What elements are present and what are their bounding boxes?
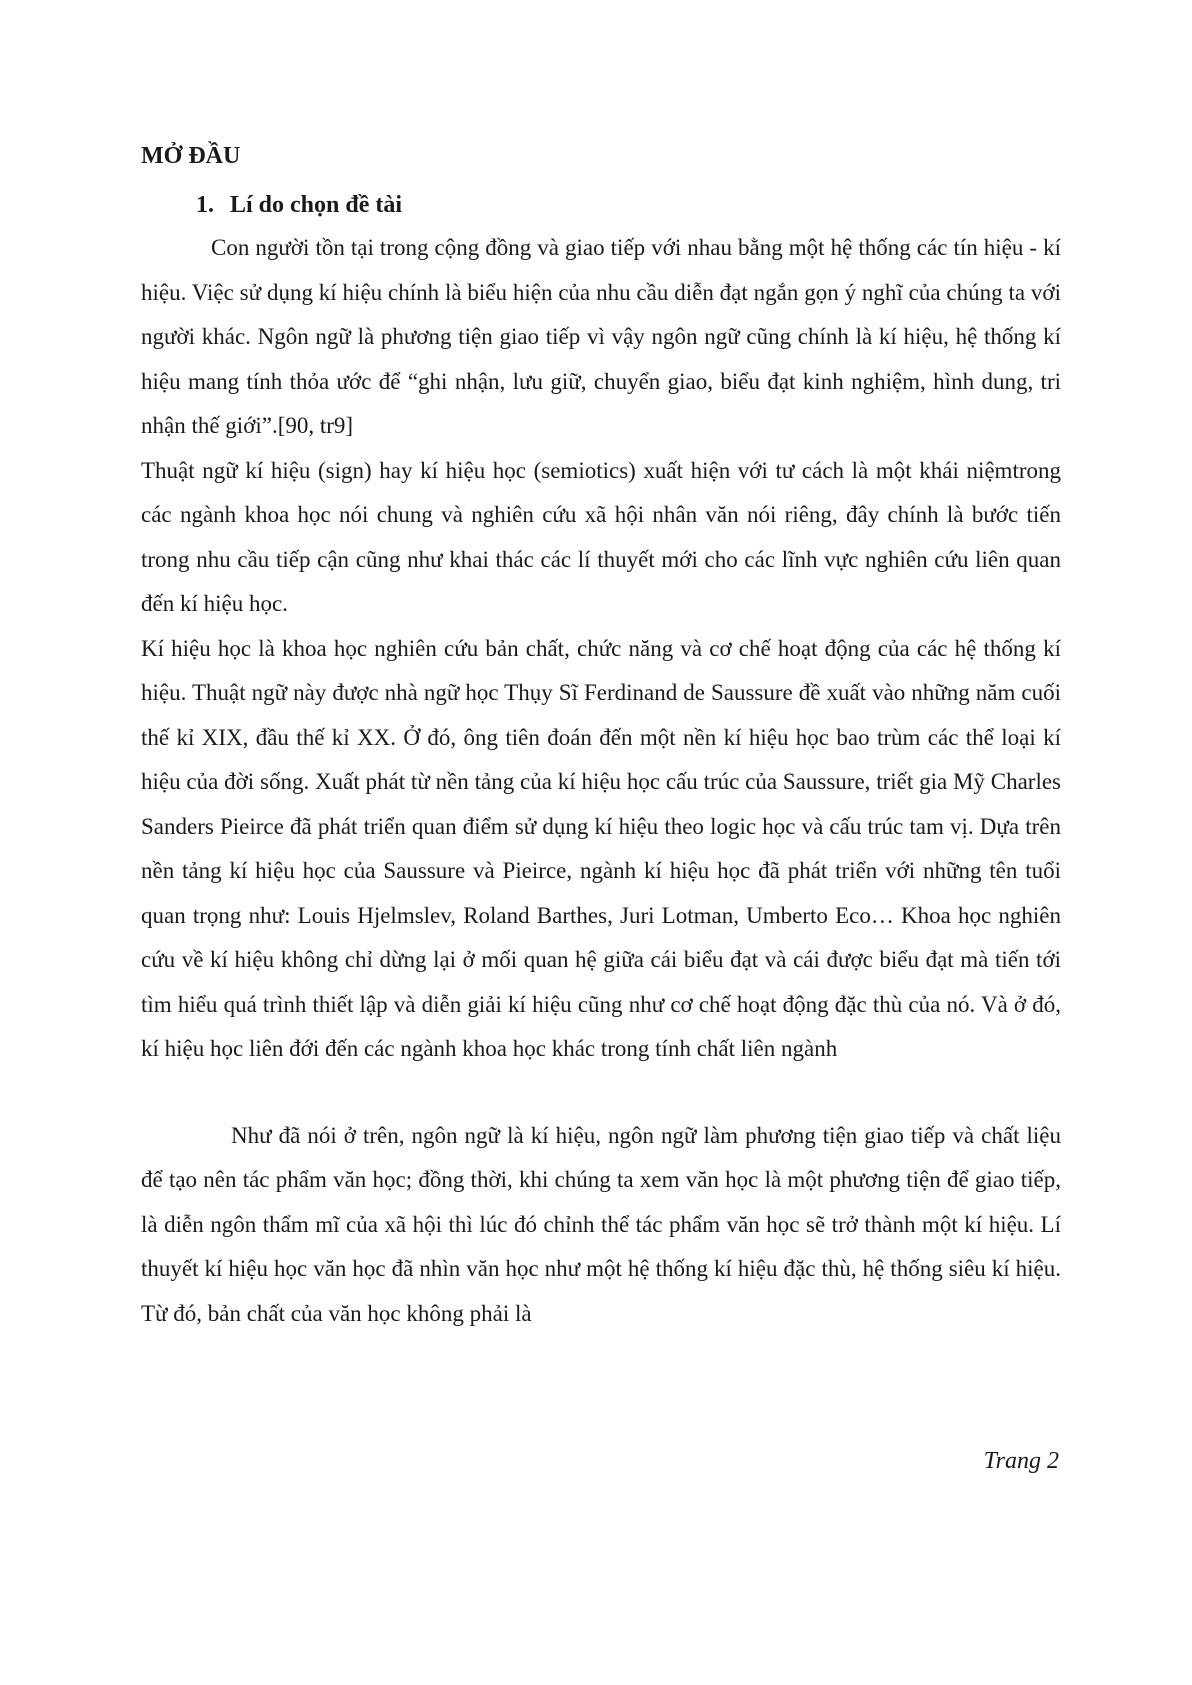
page-number: Trang 2 — [983, 1448, 1059, 1474]
page-content — [141, 138, 1061, 1336]
paragraph-gap — [141, 1072, 1061, 1114]
chapter-heading: MỞ ĐẦU — [141, 143, 241, 169]
paragraph-2: Thuật ngữ kí hiệu (sign) hay kí hiệu học (semiotics) xuất hiện với tư cách là một khái niệmtrong các ngành khoa học nói chung và nghiên cứu xã hội nhân văn nói riêng, đây chính là bước tiến trong nhu cầu tiếp cận cũng như khai thác các lí thuyết mới cho các lĩnh vực nghiên cứu liên quan đến kí hiệu học. — [141, 457, 1061, 616]
paragraph-3: Kí hiệu học là khoa học nghiên cứu bản chất, chức năng và cơ chế hoạt động của các hệ thống kí hiệu. Thuật ngữ này được nhà ngữ học Thụy Sĩ Ferdinand de Saussure đề xuất vào những năm cuối thế kỉ XIX, đầu thế kỉ XX. Ở đó, ông tiên đoán đến một nền kí hiệu học bao trùm các thể loại kí hiệu của đời sống. Xuất phát từ nền tảng của kí hiệu học cấu trúc của Saussure, triết gia Mỹ Charles Sanders Pieirce đã phát triển quan điểm sử dụng kí hiệu theo logic học và cấu trúc tam vị. Dựa trên nền tảng kí hiệu học của Saussure và Pieirce, ngành kí hiệu học đã phát triển với những tên tuổi quan trọng như: Louis Hjelmslev, Roland Barthes, Juri Lotman, Umberto Eco… Khoa học nghiên cứu về kí hiệu không chỉ dừng lại ở mối quan hệ giữa cái biểu đạt và cái được biểu đạt mà tiến tới tìm hiểu quá trình thiết lập và diễn giải kí hiệu cũng như cơ chế hoạt động đặc thù của nó. Và ở đó, kí hiệu học liên đới đến các ngành khoa học khác trong tính chất liên ngành — [141, 635, 1061, 1061]
section-title: Lí do chọn đề tài — [230, 192, 403, 218]
paragraph-4: Như đã nói ở trên, ngôn ngữ là kí hiệu, ngôn ngữ làm phương tiện giao tiếp và chất liệu để tạo nên tác phẩm văn học; đồng thời, khi chúng ta xem văn học là một phương tiện để giao tiếp, là diễn ngôn thẩm mĩ của xã hội thì lúc đó chỉnh thể tác phẩm văn học sẽ trở thành một kí hiệu. Lí thuyết kí hiệu học văn học đã nhìn văn học như một hệ thống kí hiệu đặc thù, hệ thống siêu kí hiệu. Từ đó, bản chất của văn học không phải là — [141, 1122, 1061, 1326]
section-heading — [141, 184, 1061, 226]
paragraph-1: Con người tồn tại trong cộng đồng và giao tiếp với nhau bằng một hệ thống các tín hiệu - kí hiệu. Việc sử dụng kí hiệu chính là biểu hiện của nhu cầu diễn đạt ngắn gọn ý nghĩ của chúng ta với người khác. Ngôn ngữ là phương tiện giao tiếp vì vậy ngôn ngữ cũng chính là kí hiệu, hệ thống kí hiệu mang tính thỏa ước để “ghi nhận, lưu giữ, chuyển giao, biểu đạt kinh nghiệm, hình dung, tri nhận thế giới”.[90, tr9] — [141, 235, 1061, 438]
section-number: 1. — [196, 192, 214, 218]
